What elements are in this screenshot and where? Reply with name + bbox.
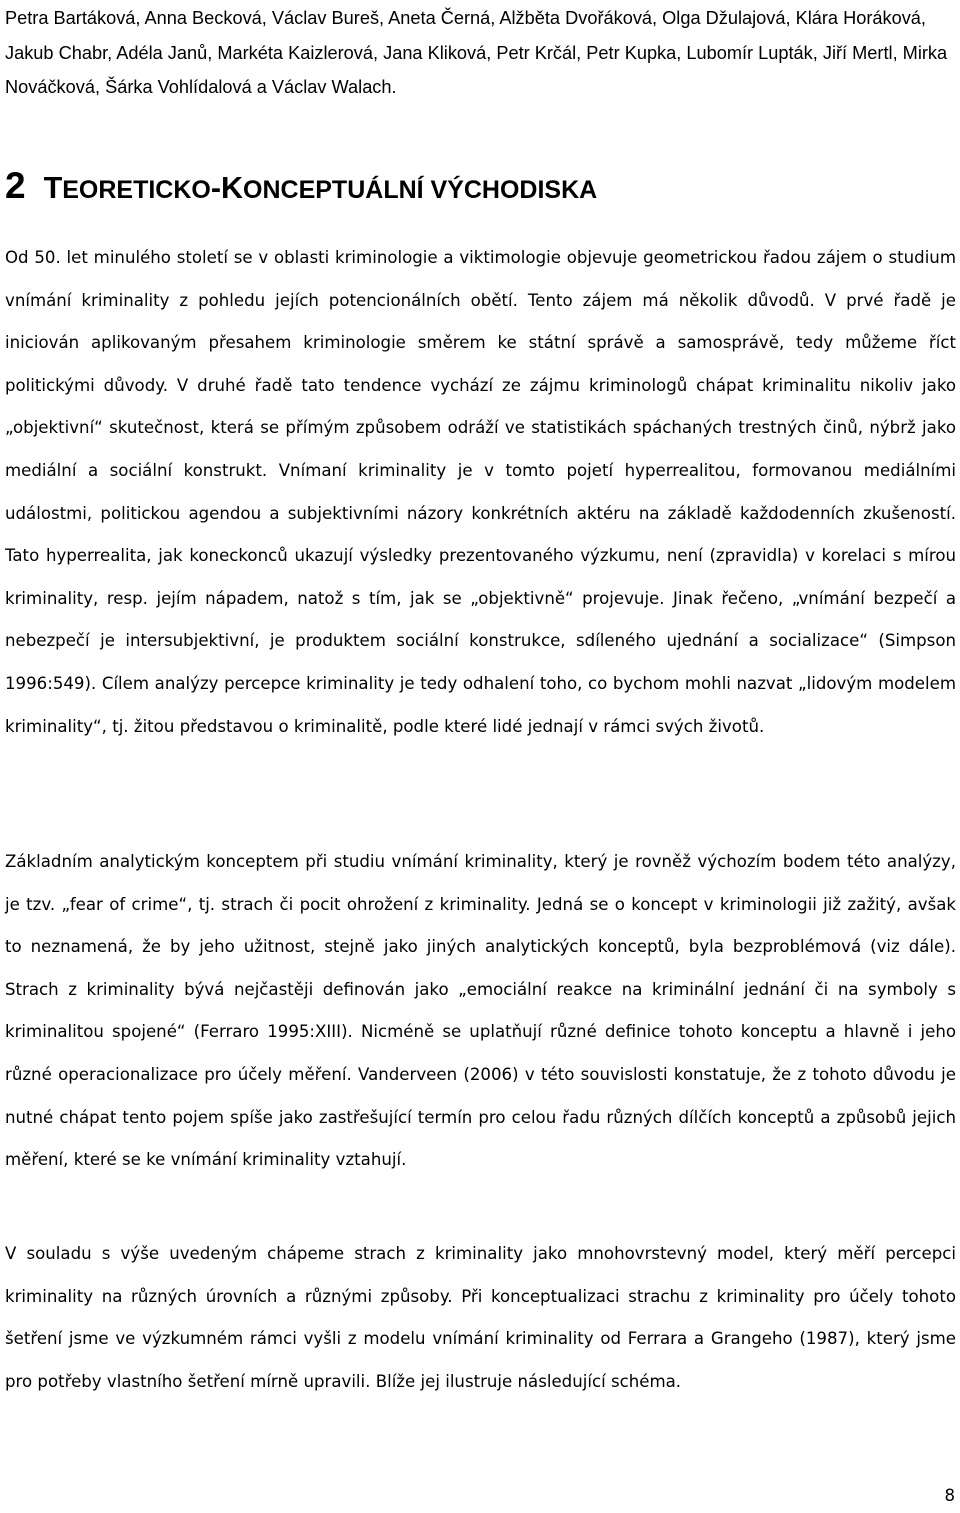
section-title-part: T bbox=[43, 171, 63, 205]
paragraph: V souladu s výše uvedeným chápeme strach z kriminality jako mnohovrstevný model, který měří percepci kriminality na různých úrovních a různými způsoby. Při konceptualizaci strachu z kriminality pro účely tohoto šetření jsme ve výzkumném rámci vyšli z modelu vnímání kriminality od Ferrara a Grangeho (1987), který jsme pro potřeby vlastního šetření mírně upravili. Blíže jej ilustruje následující schéma. bbox=[5, 1244, 956, 1391]
section-title-part: -K bbox=[210, 171, 244, 205]
section-title-part: EORETICKO bbox=[62, 176, 211, 204]
section-title-part: ONCEPTUÁLNÍ VÝCHODISKA bbox=[243, 176, 598, 204]
author-list: Petra Bartáková, Anna Becková, Václav Bureš, Aneta Černá, Alžběta Dvořáková, Olga Džulajová, Klára Horáková, Jakub Chabr, Adéla Janů, Markéta Kaizlerová, Jana Kliková, Petr Krčál, Petr Kupka, Lubomír Lupták, Jiří Mertl, Mirka Nováčková, Šárka Vohlídalová a Václav Walach. bbox=[5, 8, 948, 97]
section-heading bbox=[5, 165, 597, 207]
section-number: 2 bbox=[5, 165, 26, 206]
paragraph: Základním analytickým konceptem při studiu vnímání kriminality, který je rovněž výchozím bodem této analýzy, je tzv. „fear of crime“, tj. strach či pocit ohrožení z kriminality. Jedná se o koncept v kriminologii již zažitý, avšak to neznamená, že by jeho užitnost, stejně jako jiných analytických konceptů, byla bezproblémová (viz dále). Strach z kriminality bývá nejčastěji definován jako „emociální reakce na kriminální jednání či na symboly s kriminalitou spojené“ (Ferraro 1995:XIII). Nicméně se uplatňují různé definice tohoto konceptu a hlavně i jeho různé operacionalizace pro účely měření. Vanderveen (2006) v této souvislosti konstatuje, že z tohoto důvodu je nutné chápat tento pojem spíše jako zastřešující termín pro celou řadu různých dílčích konceptů a způsobů jejich měření, které se ke vnímání kriminality vztahují. bbox=[5, 852, 956, 1170]
page-number: 8 bbox=[944, 1486, 955, 1505]
paragraph: Od 50. let minulého století se v oblasti kriminologie a viktimologie objevuje geometrickou řadou zájem o studium vnímání kriminality z pohledu jejích potencionálních obětí. Tento zájem má několik důvodů. V prvé řadě je iniciován aplikovaným přesahem kriminologie směrem ke státní správě a samosprávě, tedy můžeme říct politickými důvody. V druhé řadě tato tendence vychází ze zájmu kriminologů chápat kriminalitu nikoliv jako „objektivní“ skutečnost, která se přímým způsobem odráží ve statistikách spáchaných trestných činů, nýbrž jako mediální a sociální konstrukt. Vnímaní kriminality je v tomto pojetí hyperrealitou, formovanou mediálními událostmi, politickou agendou a subjektivními názory konkrétních aktéru na základě každodenních zkušeností. Tato hyperrealita, jak koneckonců ukazují výsledky prezentovaného výzkumu, není (zpravidla) v korelaci s mírou kriminality, resp. jejím nápadem, natož s tím, jak se „objektivně“ projevuje. Jinak řečeno, „vnímání bezpečí a nebezpečí je intersubjektivní, je produktem sociální konstrukce, sdíleného ujednání a socializace“ (Simpson 1996:549). Cílem analýzy percepce kriminality je tedy odhalení toho, co bychom mohli nazvat „lidovým modelem kriminality“, tj. žitou představou o kriminalitě, podle které lidé jednají v rámci svých životů. bbox=[5, 248, 956, 736]
